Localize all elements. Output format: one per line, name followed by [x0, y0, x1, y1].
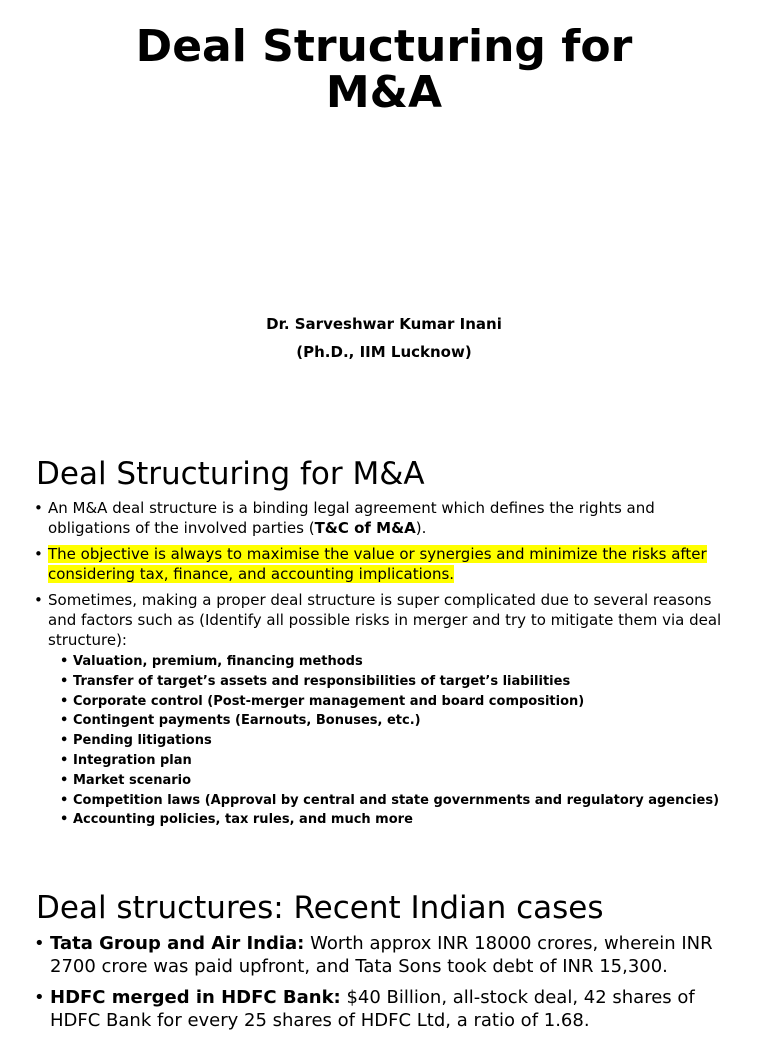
title-line-2: M&A: [325, 67, 443, 118]
sub-list-item: • Transfer of target’s assets and responsibilities of target’s liabilities: [48, 672, 740, 692]
list-item: [0, 986, 740, 1032]
author-credentials: (Ph.D., IIM Lucknow): [296, 343, 472, 361]
sub-list-item: • Pending litigations: [48, 731, 740, 751]
indian-cases-slide: [0, 886, 768, 1031]
case-name: Tata Group and Air India:: [50, 933, 305, 954]
bullet-text: Sometimes, making a proper deal structure is super complicated due to several reasons and factors such as (Identify all possible risks in merger and try to mitigate them via deal structure):: [48, 591, 722, 649]
list-item: [0, 590, 740, 830]
list-item: [0, 498, 740, 538]
presentation-title: [0, 21, 768, 118]
case-text: Worth approx INR 18000 crores, wherein INR 2700 crore was paid upfront, and Tata Sons took debt of INR 15,300.: [50, 933, 713, 977]
sub-list-item: • Valuation, premium, financing methods: [48, 652, 740, 672]
bullet-text-end: ).: [415, 519, 427, 537]
deal-structuring-slide: [0, 452, 768, 852]
sub-list-item: • Accounting policies, tax rules, and much more: [48, 810, 740, 830]
author-block: [0, 310, 768, 366]
case-name: HDFC merged in HDFC Bank:: [50, 987, 341, 1008]
bullet-list: [0, 498, 740, 836]
author-name: Dr. Sarveshwar Kumar Inani: [266, 315, 502, 333]
sub-bullet-list: [48, 652, 740, 830]
sub-list-item: • Market scenario: [48, 771, 740, 791]
bullet-text: An M&A deal structure is a binding legal agreement which defines the rights and obligations of the involved parties (: [48, 499, 655, 537]
sub-list-item: • Contingent payments (Earnouts, Bonuses, etc.): [48, 711, 740, 731]
highlighted-text: The objective is always to maximise the value or synergies and minimize the risks after considering tax, finance, and accounting implications.: [48, 545, 707, 583]
case-text: $40 Billion, all-stock deal, 42 shares of HDFC Bank for every 25 shares of HDFC Ltd, a ratio of 1.68.: [50, 987, 695, 1031]
list-item: [0, 544, 740, 584]
sub-list-item: • Competition laws (Approval by central and state governments and regulatory agencies): [48, 791, 740, 811]
slide-title: Deal Structuring for M&A: [36, 456, 425, 492]
title-slide: [0, 0, 768, 430]
list-item: [0, 932, 740, 978]
slide-title: Deal structures: Recent Indian cases: [36, 890, 604, 926]
sub-list-item: • Integration plan: [48, 751, 740, 771]
bullet-bold-text: T&C of M&A: [314, 519, 416, 537]
title-line-1: Deal Structuring for: [135, 21, 633, 72]
sub-list-item: • Corporate control (Post-merger management and board composition): [48, 692, 740, 712]
